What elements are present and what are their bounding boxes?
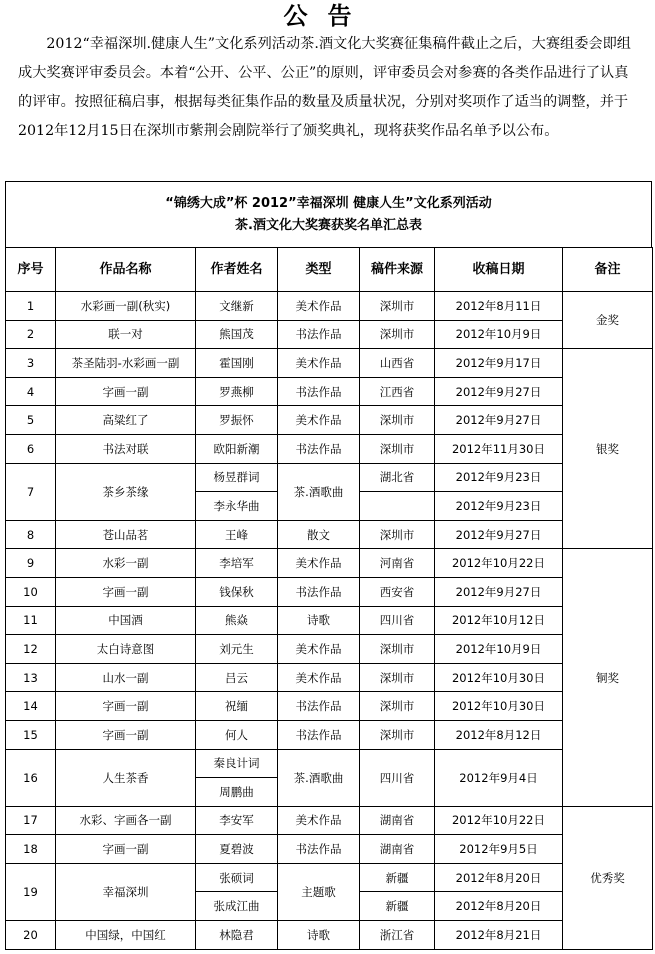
table-row	[6, 377, 653, 406]
cell-source: 深圳市	[360, 320, 435, 349]
cell-date: 2012年9月5日	[435, 835, 563, 864]
table-caption-line2: 茶.酒文化大奖赛获奖名单汇总表	[235, 218, 422, 233]
table-row	[6, 663, 653, 692]
cell-type: 美术作品	[278, 349, 360, 378]
cell-type: 书法作品	[278, 692, 360, 721]
cell-work: 水彩、字画各一副	[56, 806, 196, 835]
cell-source: 深圳市	[360, 406, 435, 435]
cell-author: 熊焱	[196, 606, 278, 635]
table-row	[6, 749, 653, 778]
cell-author: 霍国刚	[196, 349, 278, 378]
cell-source: 深圳市	[360, 520, 435, 549]
table-row	[6, 520, 653, 549]
cell-date: 2012年10月22日	[435, 549, 563, 578]
table-header-row	[6, 248, 653, 292]
table-row	[6, 635, 653, 664]
notice-paragraph: 2012“幸福深圳.健康人生”文化系列活动茶.酒文化大奖赛征集稿件截止之后，大赛组委会即组成大奖赛评审委员会。本着“公开、公平、公正”的原则，评审委员会对参赛的各类作品进行了认真的评审。按照征稿启事，根据每类征集作品的数量及质量状况，分别对奖项作了适当的调整，并于2012年12月15日在深圳市紫荆会剧院举行了颁奖典礼，现将获奖作品名单予以公布。	[18, 36, 631, 139]
cell-no: 18	[6, 835, 56, 864]
cell-source: 湖北省	[360, 463, 435, 492]
cell-work: 书法对联	[56, 434, 196, 463]
cell-no: 20	[6, 921, 56, 950]
cell-source	[360, 492, 435, 521]
cell-work: 太白诗意图	[56, 635, 196, 664]
cell-no: 8	[6, 520, 56, 549]
cell-work: 中国绿，中国红	[56, 921, 196, 950]
cell-work: 人生茶香	[56, 749, 196, 806]
cell-author: 熊国茂	[196, 320, 278, 349]
cell-type: 书法作品	[278, 835, 360, 864]
cell-work: 字画一副	[56, 720, 196, 749]
cell-date: 2012年8月21日	[435, 921, 563, 950]
cell-type: 美术作品	[278, 663, 360, 692]
cell-date: 2012年9月17日	[435, 349, 563, 378]
cell-author: 李安军	[196, 806, 278, 835]
cell-work: 茶圣陆羽-水彩画一副	[56, 349, 196, 378]
cell-source: 四川省	[360, 606, 435, 635]
cell-type: 书法作品	[278, 434, 360, 463]
cell-author: 秦良计词	[196, 749, 278, 778]
cell-date: 2012年10月9日	[435, 320, 563, 349]
table-row	[6, 292, 653, 321]
award-silver: 银奖	[563, 349, 653, 549]
table-row	[6, 806, 653, 835]
cell-work: 水彩一副	[56, 549, 196, 578]
cell-work: 水彩画一副(秋实)	[56, 292, 196, 321]
cell-no: 6	[6, 434, 56, 463]
cell-author: 文继新	[196, 292, 278, 321]
cell-type: 书法作品	[278, 320, 360, 349]
cell-no: 16	[6, 749, 56, 806]
cell-type: 诗歌	[278, 921, 360, 950]
cell-type: 主题歌	[278, 863, 360, 920]
cell-source: 深圳市	[360, 635, 435, 664]
cell-author: 欧阳新潮	[196, 434, 278, 463]
cell-source: 河南省	[360, 549, 435, 578]
cell-source: 湖南省	[360, 806, 435, 835]
cell-no: 5	[6, 406, 56, 435]
cell-date: 2012年8月20日	[435, 892, 563, 921]
header-date: 收稿日期	[435, 248, 563, 292]
cell-author: 刘元生	[196, 635, 278, 664]
cell-date: 2012年10月30日	[435, 692, 563, 721]
cell-source: 深圳市	[360, 434, 435, 463]
cell-date: 2012年10月30日	[435, 663, 563, 692]
table-row	[6, 863, 653, 892]
cell-author: 夏碧波	[196, 835, 278, 864]
cell-author: 周鹏曲	[196, 778, 278, 807]
header-type: 类型	[278, 248, 360, 292]
cell-work: 字画一副	[56, 692, 196, 721]
cell-no: 4	[6, 377, 56, 406]
table-caption	[5, 181, 652, 247]
cell-type: 散文	[278, 520, 360, 549]
cell-author: 杨昱群词	[196, 463, 278, 492]
cell-source: 新疆	[360, 892, 435, 921]
header-work: 作品名称	[56, 248, 196, 292]
cell-author: 林隐君	[196, 921, 278, 950]
cell-author: 李培军	[196, 549, 278, 578]
cell-type: 美术作品	[278, 406, 360, 435]
cell-type: 美术作品	[278, 806, 360, 835]
header-source: 稿件来源	[360, 248, 435, 292]
award-bronze: 铜奖	[563, 549, 653, 806]
cell-work: 字画一副	[56, 377, 196, 406]
cell-source: 深圳市	[360, 292, 435, 321]
cell-type: 书法作品	[278, 377, 360, 406]
cell-type: 书法作品	[278, 720, 360, 749]
award-table-container	[5, 181, 652, 950]
cell-date: 2012年9月27日	[435, 577, 563, 606]
cell-author: 罗振怀	[196, 406, 278, 435]
cell-no: 9	[6, 549, 56, 578]
cell-date: 2012年9月27日	[435, 520, 563, 549]
table-row	[6, 692, 653, 721]
cell-work: 中国酒	[56, 606, 196, 635]
table-row	[6, 463, 653, 492]
cell-type: 书法作品	[278, 577, 360, 606]
cell-author: 钱保秋	[196, 577, 278, 606]
cell-author: 王峰	[196, 520, 278, 549]
cell-author: 张成江曲	[196, 892, 278, 921]
table-row	[6, 606, 653, 635]
table-row	[6, 549, 653, 578]
cell-date: 2012年8月11日	[435, 292, 563, 321]
header-no: 序号	[6, 248, 56, 292]
award-gold: 金奖	[563, 292, 653, 349]
table-row	[6, 320, 653, 349]
cell-date: 2012年11月30日	[435, 434, 563, 463]
cell-no: 14	[6, 692, 56, 721]
cell-work: 字画一副	[56, 577, 196, 606]
cell-author: 吕云	[196, 663, 278, 692]
cell-work: 茶乡茶缘	[56, 463, 196, 520]
cell-no: 10	[6, 577, 56, 606]
header-author: 作者姓名	[196, 248, 278, 292]
cell-no: 17	[6, 806, 56, 835]
table-caption-line1: “锦绣大成”杯 2012”幸福深圳 健康人生”文化系列活动	[165, 196, 492, 211]
cell-no: 19	[6, 863, 56, 920]
cell-work: 幸福深圳	[56, 863, 196, 920]
cell-date: 2012年9月27日	[435, 406, 563, 435]
table-row	[6, 720, 653, 749]
cell-type: 美术作品	[278, 635, 360, 664]
cell-author: 李永华曲	[196, 492, 278, 521]
cell-no: 15	[6, 720, 56, 749]
cell-source: 深圳市	[360, 663, 435, 692]
notice-title: 公告	[283, 2, 372, 30]
table-row	[6, 921, 653, 950]
cell-type: 美术作品	[278, 549, 360, 578]
header-note: 备注	[563, 248, 653, 292]
cell-date: 2012年9月23日	[435, 492, 563, 521]
table-row	[6, 434, 653, 463]
table-row	[6, 406, 653, 435]
cell-author: 祝缅	[196, 692, 278, 721]
cell-source: 四川省	[360, 749, 435, 806]
cell-no: 1	[6, 292, 56, 321]
cell-date: 2012年9月4日	[435, 749, 563, 806]
cell-no: 2	[6, 320, 56, 349]
cell-author: 罗燕柳	[196, 377, 278, 406]
table-row	[6, 835, 653, 864]
cell-no: 7	[6, 463, 56, 520]
cell-source: 湖南省	[360, 835, 435, 864]
cell-date: 2012年8月12日	[435, 720, 563, 749]
cell-type: 茶.酒歌曲	[278, 749, 360, 806]
cell-no: 3	[6, 349, 56, 378]
award-excellent: 优秀奖	[563, 806, 653, 949]
table-row	[6, 577, 653, 606]
cell-type: 茶.酒歌曲	[278, 463, 360, 520]
cell-date: 2012年8月20日	[435, 863, 563, 892]
cell-source: 山西省	[360, 349, 435, 378]
cell-author: 何人	[196, 720, 278, 749]
cell-date: 2012年10月12日	[435, 606, 563, 635]
cell-work: 高粱红了	[56, 406, 196, 435]
cell-work: 联一对	[56, 320, 196, 349]
cell-source: 西安省	[360, 577, 435, 606]
cell-source: 新疆	[360, 863, 435, 892]
cell-work: 山水一副	[56, 663, 196, 692]
cell-date: 2012年10月9日	[435, 635, 563, 664]
cell-source: 江西省	[360, 377, 435, 406]
cell-source: 深圳市	[360, 720, 435, 749]
cell-type: 诗歌	[278, 606, 360, 635]
cell-source: 深圳市	[360, 692, 435, 721]
cell-type: 美术作品	[278, 292, 360, 321]
cell-no: 12	[6, 635, 56, 664]
cell-work: 苍山品茗	[56, 520, 196, 549]
cell-no: 13	[6, 663, 56, 692]
cell-date: 2012年9月27日	[435, 377, 563, 406]
cell-work: 字画一副	[56, 835, 196, 864]
cell-source: 浙江省	[360, 921, 435, 950]
award-table	[5, 247, 653, 950]
cell-no: 11	[6, 606, 56, 635]
cell-date: 2012年9月23日	[435, 463, 563, 492]
table-row	[6, 349, 653, 378]
cell-date: 2012年10月22日	[435, 806, 563, 835]
cell-author: 张硕词	[196, 863, 278, 892]
